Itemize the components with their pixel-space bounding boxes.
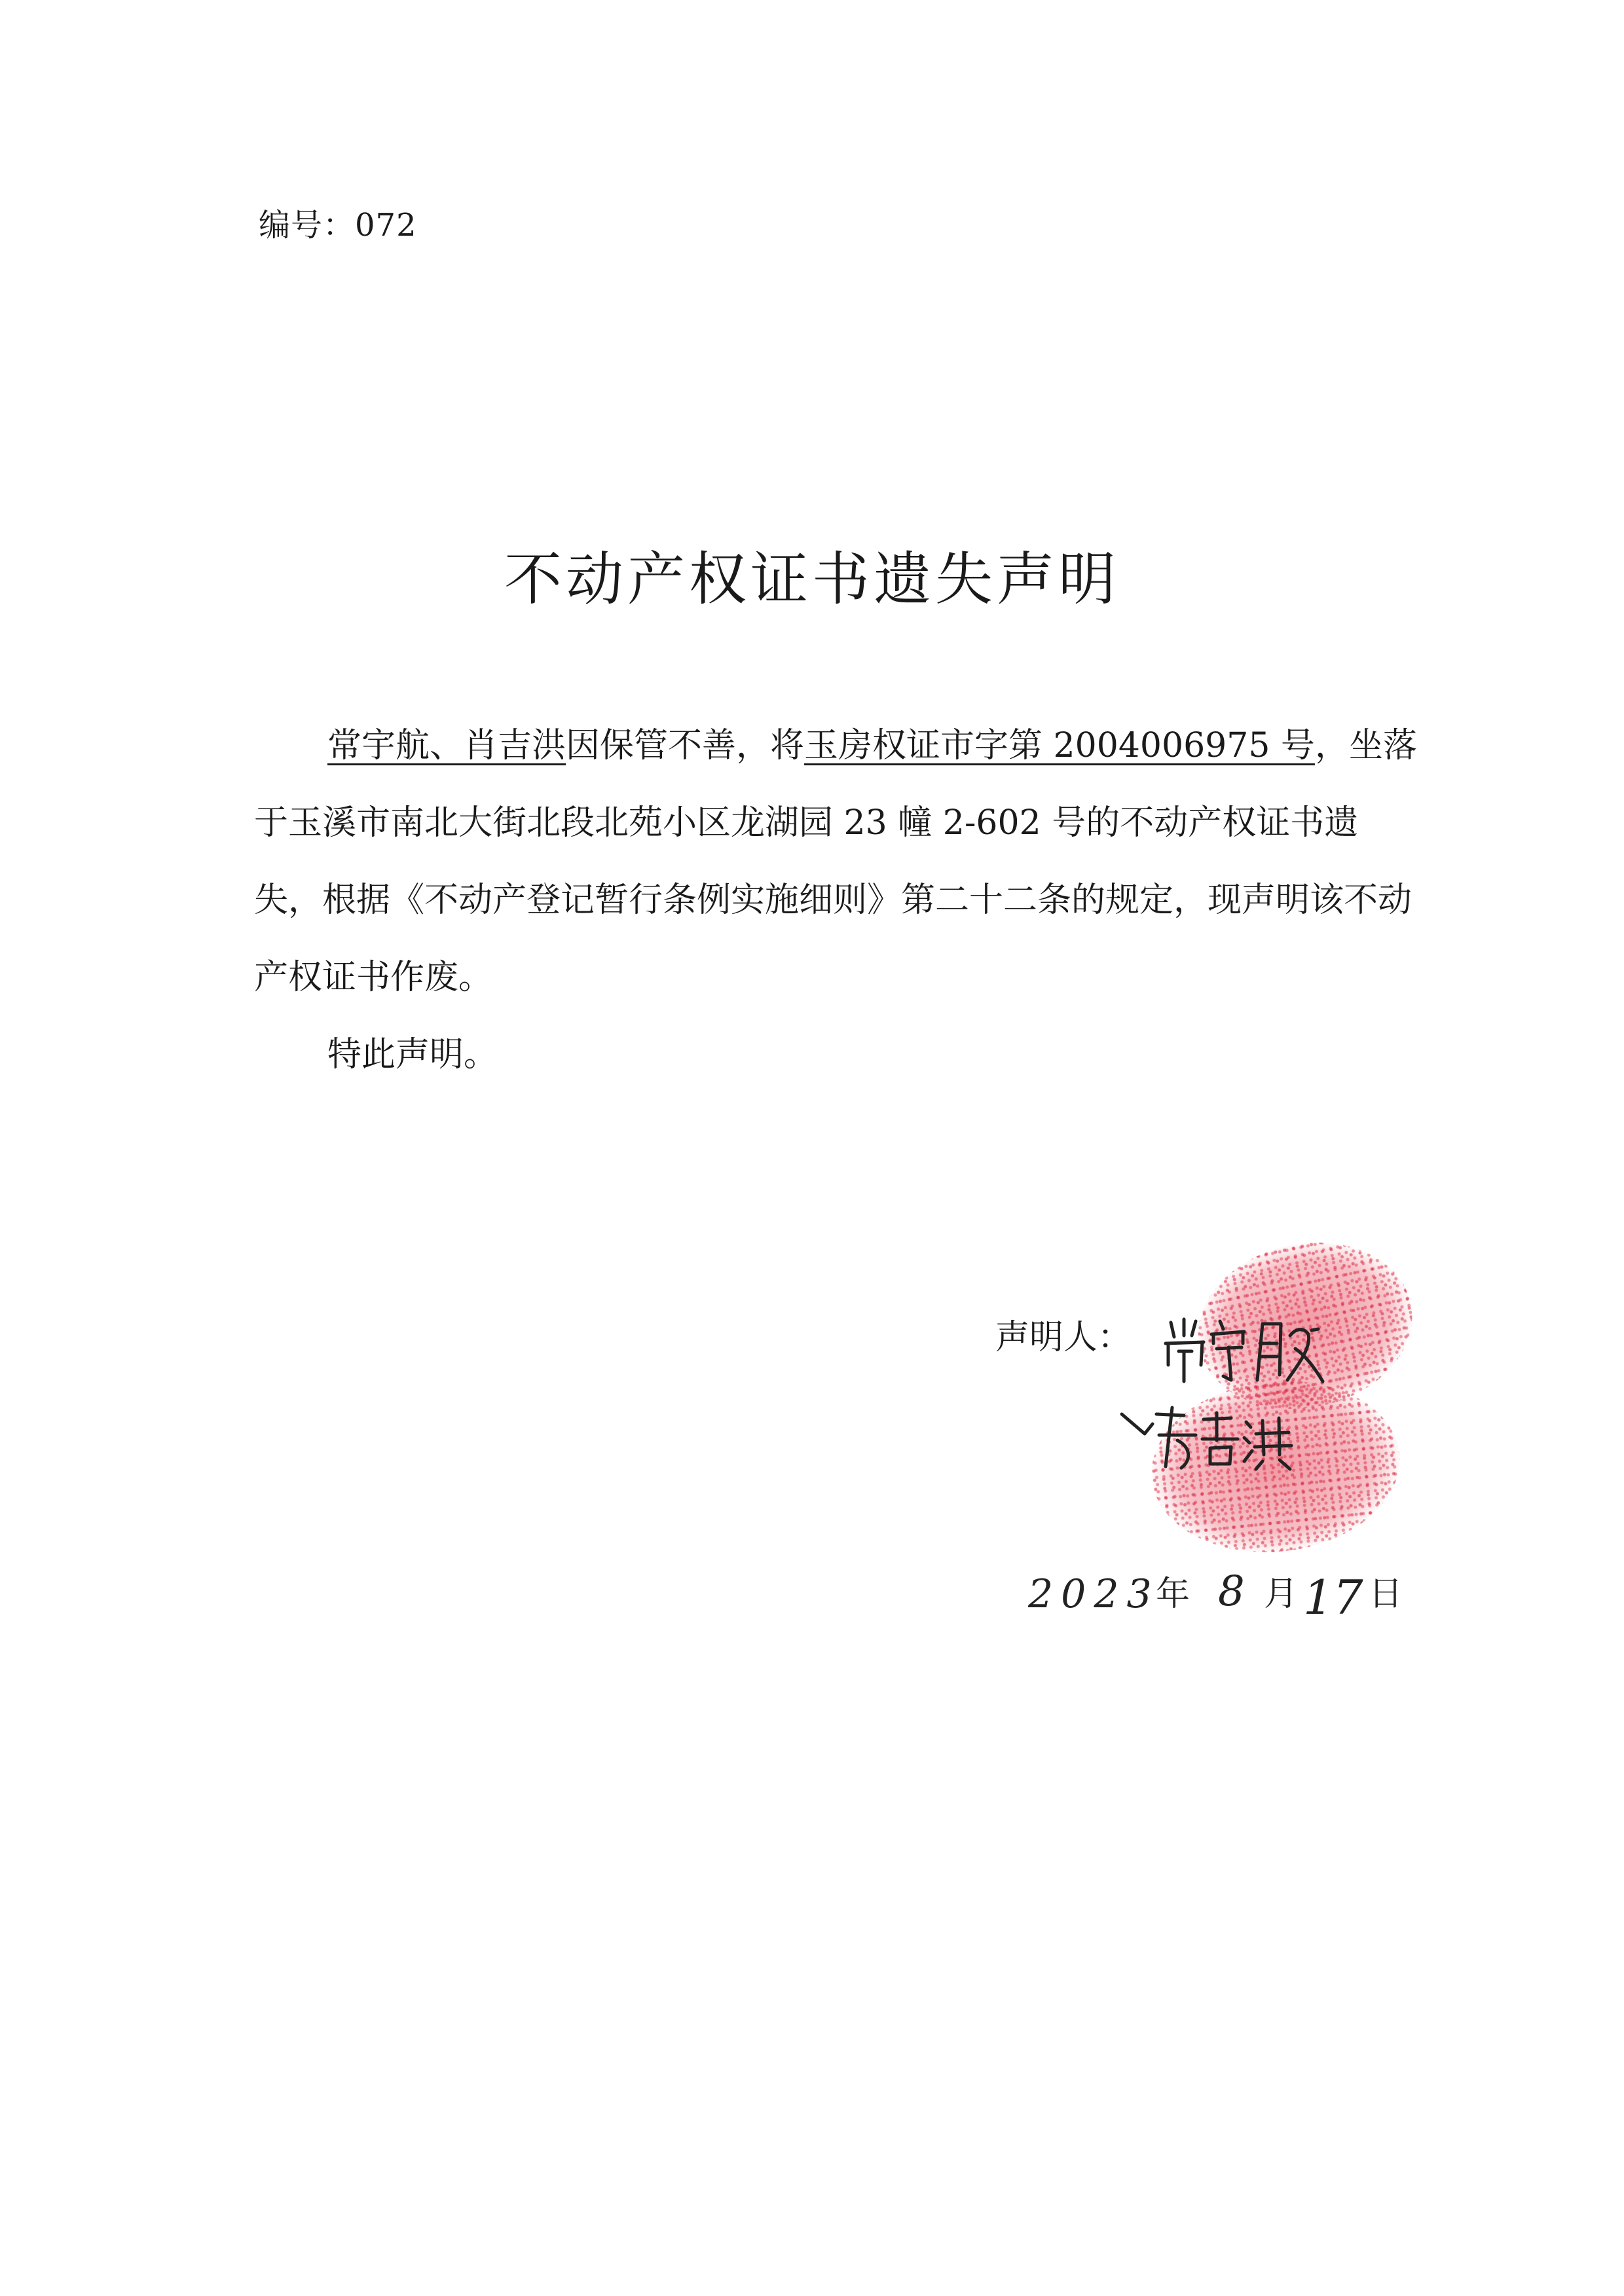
- signature-2: [1122, 1408, 1291, 1469]
- owner-names: 常宇航、肖吉洪: [327, 726, 566, 765]
- declaration-text-part-2: ，坐落于玉溪市南北大街北段北苑小区龙湖园 23 幢 2-602 号的不动产权证书遗失，根据《不动产登记暂行条例实施细则》第二十二条的规定，现声明该不动产权证书作废。: [254, 726, 1417, 997]
- date-year-unit: 年: [1156, 1575, 1190, 1614]
- date-year: 2023: [1028, 1571, 1160, 1617]
- signature-1: [1166, 1319, 1323, 1381]
- closing-statement: 特此声明。: [327, 1035, 498, 1074]
- date-day: 17: [1303, 1570, 1363, 1625]
- date-month: 8: [1218, 1567, 1245, 1616]
- declaration-text-part-1: 因保管不善，将: [566, 726, 805, 765]
- document-number: 编号：072: [259, 207, 417, 244]
- declaration-body: [254, 707, 1426, 1093]
- signing-date: [1022, 1545, 1441, 1643]
- declarant-label: 声明人：: [995, 1318, 1132, 1357]
- declaration-paragraph: [254, 707, 1426, 1016]
- document-title: 不动产权证书遗失声明: [504, 545, 1120, 613]
- date-month-unit: 月: [1264, 1575, 1299, 1614]
- certificate-number: 玉房权证市字第 2004006975 号: [804, 726, 1315, 765]
- date-day-unit: 日: [1369, 1575, 1403, 1614]
- handwritten-date: [1022, 1545, 1441, 1643]
